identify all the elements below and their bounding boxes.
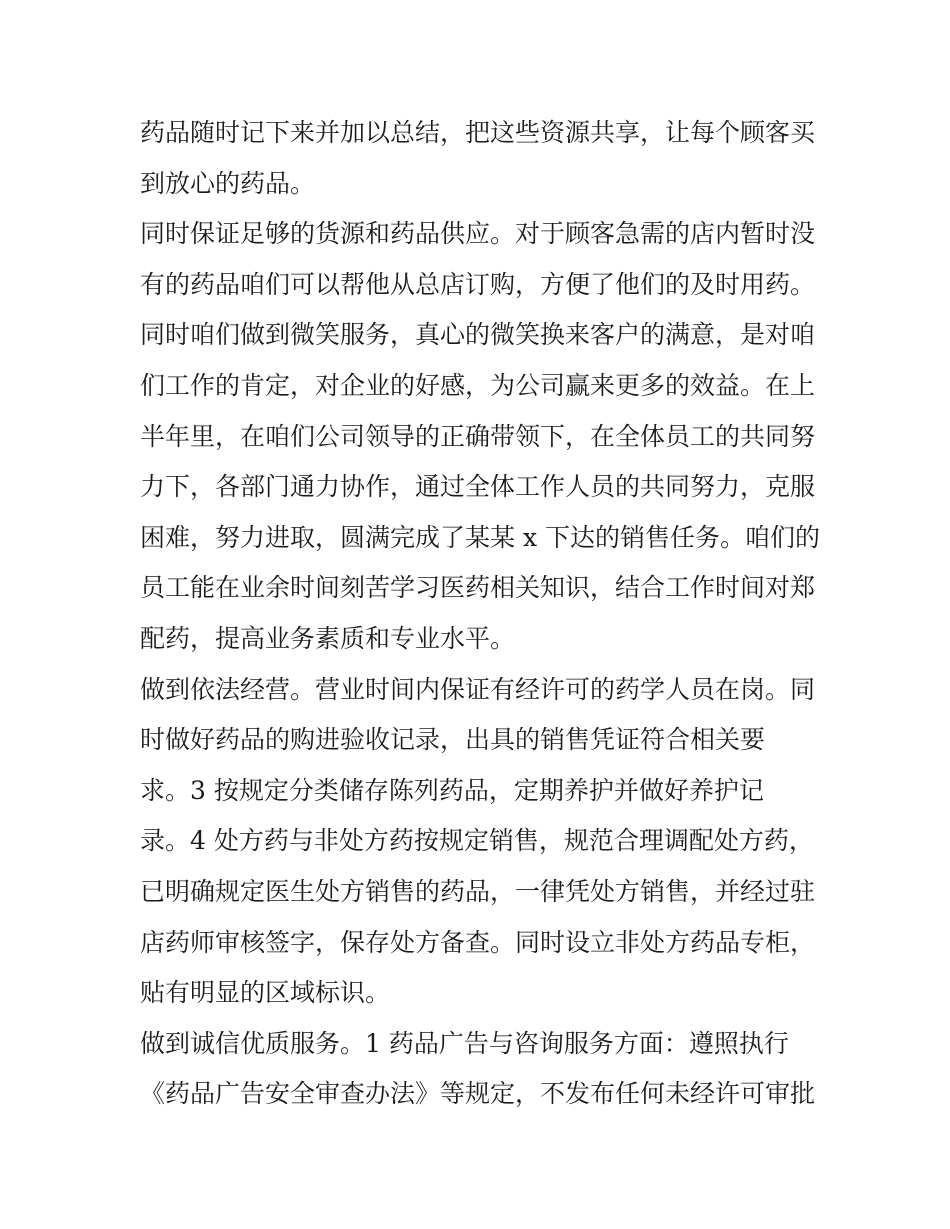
text-line: 有的药品咱们可以帮他从总店订购，方便了他们的及时用药。 (140, 269, 816, 299)
text-line: 做到依法经营。营业时间内保证有经许可的药学人员在岗。同 (140, 674, 816, 704)
text-line: 时做好药品的购进验收记录，出具的销售凭证符合相关要 (140, 725, 766, 755)
text-line: 《药品广告安全审查办法》等规定，不发布任何未经许可审批 (140, 1079, 816, 1109)
text-line: 求。3 按规定分类储存陈列药品，定期养护并做好养护记 (140, 775, 764, 805)
text-line: 力下，各部门通力协作，通过全体工作人员的共同努力，克服 (140, 472, 816, 502)
text-line: 们工作的肯定，对企业的好感，为公司赢来更多的效益。在上 (140, 370, 816, 400)
text-line: 已明确规定医生处方销售的药品，一律凭处方销售，并经过驻 (140, 876, 816, 906)
text-line: 店药师审核签字，保存处方备查。同时设立非处方药品专柜， (140, 927, 816, 957)
document-body (140, 108, 820, 1120)
text-line: 贴有明显的区域标识。 (140, 978, 391, 1008)
text-line: 做到诚信优质服务。1 药品广告与咨询服务方面：遵照执行 (140, 1028, 789, 1058)
text-line: 半年里，在咱们公司领导的正确带领下，在全体员工的共同努 (140, 421, 816, 451)
text-line: 员工能在业余时间刻苦学习医药相关知识，结合工作时间对郑 (140, 573, 816, 603)
text-line: 同时保证足够的货源和药品供应。对于顾客急需的店内暂时没 (140, 219, 816, 249)
text-line: 录。4 处方药与非处方药按规定销售，规范合理调配处方药， (140, 826, 814, 856)
text-line: 到放心的药品。 (140, 168, 316, 198)
text-line: 药品随时记下来并加以总结，把这些资源共享，让每个顾客买 (140, 118, 816, 147)
text-line: 同时咱们做到微笑服务，真心的微笑换来客户的满意，是对咱 (140, 320, 816, 350)
text-line: 困难，努力进取，圆满完成了某某 x 下达的销售任务。咱们的 (140, 522, 820, 552)
text-line: 配药，提高业务素质和专业水平。 (140, 623, 516, 653)
